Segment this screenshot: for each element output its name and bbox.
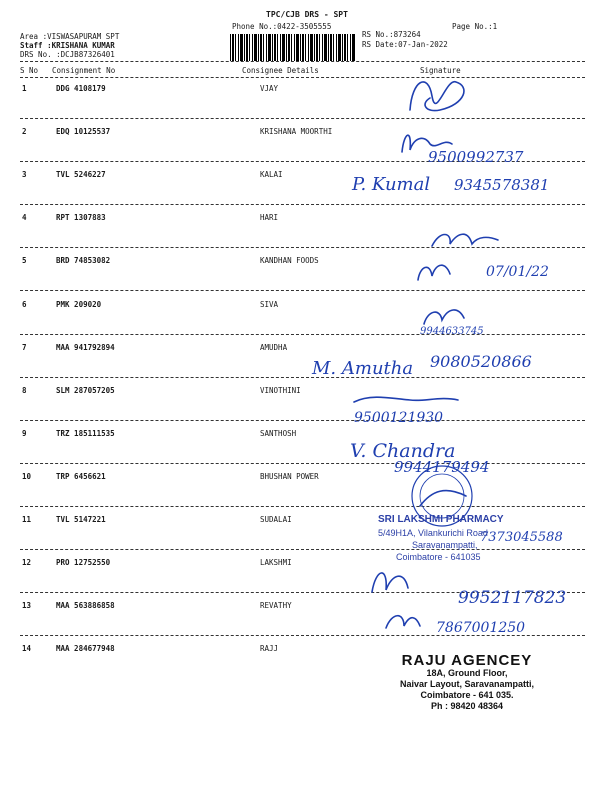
row-consignment-no: EDQ 10125537 bbox=[56, 127, 111, 137]
handwritten-phone-r12: 9952117823 bbox=[458, 588, 567, 608]
raju-stamp-line4: Ph : 98420 48364 bbox=[430, 701, 504, 711]
row-sno: 7 bbox=[22, 342, 27, 352]
staff-label: Staff :KRISHANA KUMAR bbox=[20, 41, 115, 50]
row-sno: 10 bbox=[22, 471, 32, 481]
signature-scribble-r8 bbox=[354, 397, 458, 402]
row-consignment-no: TVL 5246227 bbox=[56, 170, 106, 180]
row-consignee: KRISHANA MOORTHI bbox=[260, 127, 333, 137]
signature-scribble-r6 bbox=[424, 310, 464, 324]
raju-stamp-line1: 18A, Ground Floor, bbox=[426, 668, 508, 678]
row-consignment-no: BRD 74853082 bbox=[56, 256, 111, 266]
col-consignee: Consignee Details bbox=[242, 66, 319, 75]
row-sno: 2 bbox=[22, 127, 27, 137]
row-consignment-no: TVL 5147221 bbox=[56, 515, 106, 524]
raju-stamp-line2: Naivar Layout, Saravanampatti, bbox=[399, 679, 535, 689]
row-consignment-no: PMK 209020 bbox=[56, 299, 102, 309]
row-consignment-no: PRO 12752550 bbox=[56, 558, 111, 568]
row-consignee: AMUDHA bbox=[260, 342, 288, 352]
document-title: TPC/CJB DRS - SPT bbox=[266, 10, 348, 19]
row-consignment-no: TRZ 185111535 bbox=[56, 428, 115, 438]
signature-scribble-r12 bbox=[372, 573, 408, 592]
row-sno: 6 bbox=[22, 299, 27, 309]
row-consignee: RAJJ bbox=[260, 644, 279, 654]
row-sno: 4 bbox=[22, 213, 27, 223]
row-consignment-no: SLM 287057205 bbox=[56, 385, 115, 395]
col-signature: Signature bbox=[420, 66, 461, 75]
raju-stamp-name: RAJU AGENCEY bbox=[401, 652, 533, 669]
row-sno: 5 bbox=[22, 256, 27, 266]
signature-scribble-r1 bbox=[410, 82, 464, 111]
row-sno: 1 bbox=[22, 84, 27, 93]
row-consignment-no: TRP 6456621 bbox=[56, 471, 106, 481]
row-consignment-no: RPT 1307883 bbox=[56, 213, 106, 223]
handwritten-name-r3: P. Kumal bbox=[352, 174, 431, 195]
signature-scribble-r5 bbox=[418, 265, 450, 280]
row-sno: 13 bbox=[22, 601, 32, 611]
row-consignee: VJAY bbox=[260, 84, 279, 93]
handwritten-date-r5: 07/01/22 bbox=[486, 264, 549, 280]
signature-scribble-r13 bbox=[386, 616, 420, 628]
handwritten-phone-r7: 9080520866 bbox=[430, 352, 532, 371]
row-consignee: KANDHAN FOODS bbox=[260, 256, 319, 266]
handwritten-phone-r3: 9345578381 bbox=[454, 176, 550, 194]
area-label: Area :VISWASAPURAM SPT bbox=[20, 32, 120, 41]
row-sno: 12 bbox=[22, 558, 32, 568]
pharmacy-stamp-line3: Coimbatore - 641035 bbox=[396, 552, 481, 562]
row-sno: 8 bbox=[22, 385, 27, 395]
handwritten-phone-r13: 7867001250 bbox=[436, 620, 526, 636]
raju-stamp-line3: Coimbatore - 641 035. bbox=[420, 690, 514, 700]
handwritten-name-r9: V. Chandra bbox=[350, 440, 456, 462]
row-consignee: KALAI bbox=[260, 170, 283, 180]
row-consignee: SUDALAI bbox=[260, 515, 292, 524]
row-sno: 9 bbox=[22, 428, 27, 438]
row-consignment-no: MAA 563886858 bbox=[56, 601, 115, 611]
row-consignee: REVATHY bbox=[260, 601, 292, 611]
row-consignee: SIVA bbox=[260, 299, 279, 309]
handwritten-phone-r8: 9500121930 bbox=[354, 410, 444, 426]
pharmacy-stamp-name: SRI LAKSHMI PHARMACY bbox=[378, 514, 504, 525]
row-consignee: HARI bbox=[260, 213, 279, 223]
drs-number: DRS No. :DCJB87326401 bbox=[20, 50, 115, 59]
handwritten-name-r7: M. Amutha bbox=[312, 358, 414, 379]
handwritten-phone-r9: 9944179494 bbox=[394, 458, 490, 476]
row-sno: 14 bbox=[22, 644, 32, 654]
row-consignee: LAKSHMI bbox=[260, 558, 292, 568]
page-number: Page No.:1 bbox=[452, 22, 498, 31]
handwritten-phone-r11: 7373045588 bbox=[480, 530, 563, 545]
col-consignment: Consignment No bbox=[52, 66, 116, 75]
handwritten-phone-r2: 9500992737 bbox=[428, 148, 524, 166]
row-sno: 3 bbox=[22, 170, 27, 180]
row-sno: 11 bbox=[22, 515, 32, 524]
row-consignment-no: MAA 284677948 bbox=[56, 644, 115, 654]
pharmacy-stamp-line2: Saravanampatti, bbox=[412, 540, 478, 550]
handwritten-phone-r6: 9944633745 bbox=[420, 326, 484, 337]
row-consignment-no: DDG 4108179 bbox=[56, 84, 106, 93]
col-sno: S No bbox=[20, 66, 39, 75]
row-consignee: VINOTHINI bbox=[260, 385, 301, 395]
rs-date: RS Date:07-Jan-2022 bbox=[362, 40, 448, 49]
row-consignment-no: MAA 941792894 bbox=[56, 342, 115, 352]
pharmacy-stamp-line1: 5/49H1A, Vilankurichi Road bbox=[378, 528, 488, 538]
row-consignee: SANTHOSH bbox=[260, 428, 297, 438]
rs-number: RS No.:873264 bbox=[362, 30, 421, 39]
signature-scribble-r4 bbox=[432, 234, 498, 246]
row-consignee: BHUSHAN POWER bbox=[260, 471, 319, 481]
phone-number: Phone No.:0422-3505555 bbox=[232, 22, 332, 31]
